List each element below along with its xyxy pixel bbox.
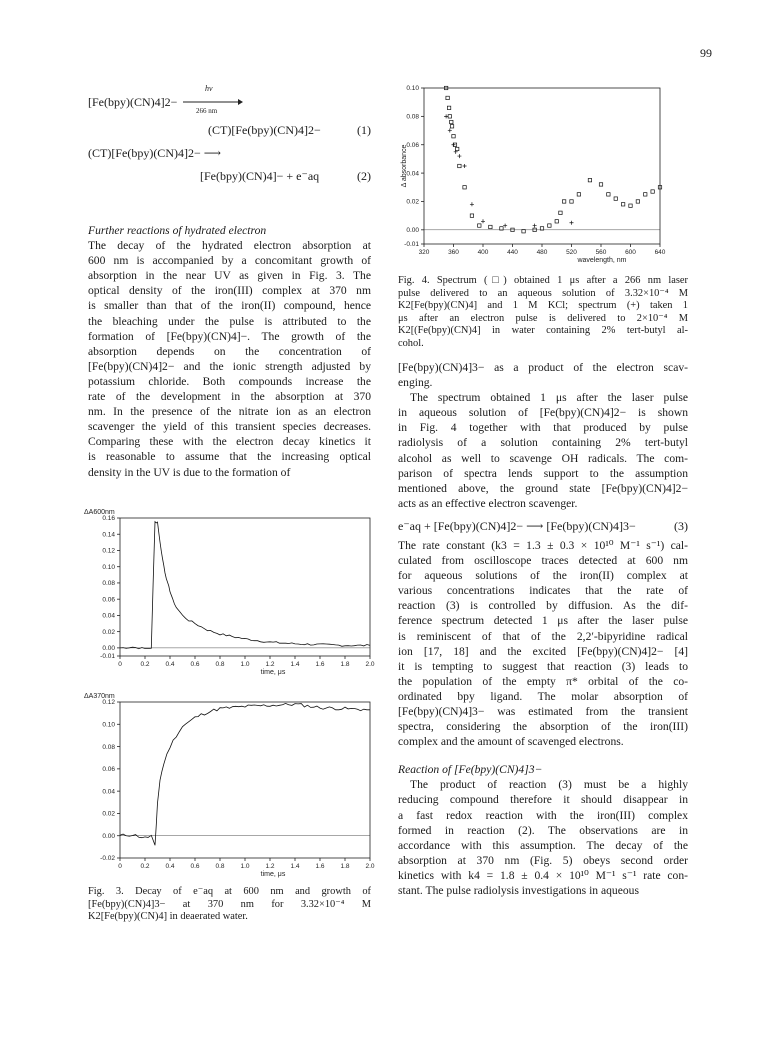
paragraph-electron-scavenging — [398, 360, 688, 390]
data-point-plus — [463, 164, 467, 168]
x-tick-label: 440 — [507, 249, 518, 256]
x-tick-label: 1.8 — [340, 863, 350, 870]
data-point-square — [458, 164, 461, 167]
x-tick-label: 1.2 — [265, 661, 275, 668]
data-point-square — [555, 220, 558, 223]
data-point-square — [450, 120, 453, 123]
x-tick-label: 520 — [566, 249, 577, 256]
data-point-square — [562, 200, 565, 203]
text-line: parison of spectra lends support to the assumption — [398, 466, 688, 480]
y-tick-label: 0.02 — [102, 810, 115, 818]
y-axis-label: ΔA370nm — [84, 693, 115, 700]
x-tick-label: 360 — [448, 249, 459, 256]
data-point-plus — [481, 219, 485, 223]
paragraph-further-reactions — [88, 238, 371, 480]
text-line: in Fig. 4 together with that produced by pulse — [398, 421, 688, 435]
paragraph-spectrum — [398, 390, 688, 511]
text-line: is smaller than that of the iron(II) compound, hence — [88, 299, 371, 313]
text-line: in aqueous solution of [Fe(bpy)(CN)4]2− is shown — [398, 406, 688, 420]
reaction2-reactant: (CT)[Fe(bpy)(CN)4]2− ⟶ — [88, 146, 221, 160]
data-point-square — [452, 135, 455, 138]
y-tick-label: 0.06 — [102, 596, 115, 604]
y-axis-label: ΔA600nm — [84, 509, 115, 516]
x-axis-label: time, μs — [260, 669, 286, 676]
caption-line: K2[Fe(bpy)(CN)4] and 1 M KCl; spectrum (+) taken 1 — [398, 300, 688, 312]
data-point-square — [450, 125, 453, 128]
data-point-square — [540, 227, 543, 230]
text-line: complex and the amount of scavenged electrons. — [398, 735, 624, 749]
caption-line: Fig. 3. Decay of e⁻aq at 600 nm and growth of — [88, 886, 371, 897]
data-point-plus — [444, 114, 448, 118]
reaction3 — [398, 518, 688, 534]
x-tick-label: 0.2 — [140, 661, 150, 668]
x-tick-label: 480 — [536, 249, 548, 256]
x-tick-label: 1.0 — [240, 661, 250, 668]
section-heading-hydrated-electron: Further reactions of hydrated electron — [88, 224, 267, 237]
reaction2-product: [Fe(bpy)(CN)4]− + e⁻aq — [200, 169, 320, 183]
data-point-square — [607, 193, 610, 196]
x-tick-label: 1.4 — [290, 661, 300, 668]
text-line: various concentrations indicates that the rate of — [398, 584, 688, 598]
data-point-plus — [570, 221, 574, 225]
data-point-plus — [503, 224, 507, 228]
text-line: the bleaching under the pulse is attributed to the — [88, 314, 371, 328]
x-tick-label: 1.2 — [265, 863, 275, 870]
data-point-plus — [470, 202, 474, 206]
y-tick-label: 0.02 — [406, 198, 419, 206]
text-line: culated from oscilloscope traces detected at 600 nm — [398, 554, 688, 568]
data-point-square — [636, 200, 639, 203]
text-line: a fast redox reaction with the iron(III) complex — [398, 808, 688, 822]
text-line: formation of [Fe(bpy)(CN)4]−. The growth of the — [88, 329, 371, 343]
fig3-charts — [84, 506, 378, 884]
y-tick-label: 0.10 — [406, 85, 419, 93]
y-tick-label: 0.08 — [102, 580, 115, 588]
text-line: ordinated bpy ligand. The molar absorption of — [398, 689, 688, 703]
text-line: density in the UV is due to the formation of — [88, 465, 291, 479]
x-tick-label: 0.4 — [165, 661, 175, 668]
x-tick-label: 0.6 — [190, 661, 200, 668]
text-line: it is tempting to suggest that reaction (3) leads to — [398, 659, 688, 673]
y-tick-label: 0.04 — [102, 788, 115, 796]
page-number: 99 — [700, 46, 712, 60]
y-tick-label: 0.02 — [102, 628, 115, 636]
x-tick-label: 0 — [118, 863, 122, 870]
data-point-square — [500, 227, 503, 230]
y-tick-label: 0.12 — [102, 699, 115, 707]
y-tick-label: 0.16 — [102, 515, 115, 523]
reaction1-product: (CT)[Fe(bpy)(CN)4]2− — [208, 123, 321, 137]
fig3-top-plot — [84, 509, 375, 676]
reaction1-arrow-label: hν — [205, 84, 213, 93]
x-tick-label: 0.4 — [165, 863, 175, 870]
data-point-square — [470, 214, 473, 217]
x-tick-label: 600 — [625, 249, 636, 256]
data-point-square — [651, 190, 654, 193]
data-point-plus — [457, 154, 461, 158]
x-tick-label: 2.0 — [365, 661, 375, 668]
text-line: Comparing these with the electron decay kinetics it — [88, 435, 371, 449]
text-line: 600 nm is accompanied by a concomitant growth of — [88, 254, 371, 268]
data-point-square — [446, 96, 449, 99]
x-tick-label: 0.8 — [215, 661, 225, 668]
data-point-square — [463, 186, 466, 189]
text-line: The product of reaction (3) must be a highly — [410, 778, 688, 792]
data-point-square — [588, 178, 591, 181]
y-tick-label: 0.00 — [102, 645, 115, 653]
text-line: enging. — [398, 376, 433, 390]
reaction3-text: e⁻aq + [Fe(bpy)(CN)4]2− ⟶ [Fe(bpy)(CN)4]3− — [398, 518, 636, 533]
x-tick-label: 1.6 — [315, 661, 325, 668]
fig3-caption — [88, 886, 371, 924]
caption-line: μs after an electron pulse is delivered to 2×10⁻⁴ M — [398, 312, 688, 324]
caption-line: K2[(Fe(bpy)(CN)4] in water containing 2% tert-butyl al- — [398, 325, 688, 337]
x-tick-label: 560 — [595, 249, 607, 256]
text-line: rate of the development in the absorption at 370 — [88, 390, 371, 404]
y-tick-label: 0.14 — [102, 531, 115, 539]
caption-line: Fig. 4. Spectrum (□) obtained 1 μs after a 266 nm laser — [398, 275, 688, 286]
reactions-1-2 — [88, 84, 371, 196]
y-tick-label: 0.12 — [102, 547, 115, 555]
x-tick-label: 0.2 — [140, 863, 150, 870]
text-line: is reasonable to assume that the increasing optical — [88, 450, 371, 464]
y-tick-label: 0.00 — [102, 832, 115, 840]
text-line: The decay of the hydrated electron absorption at — [88, 239, 371, 253]
text-line: alcohol as well to scavenge OH radicals. The com- — [398, 451, 688, 465]
text-line: absorption in the near UV as given in Fig. 3. The — [88, 269, 371, 283]
y-tick-label: 0.10 — [102, 563, 115, 571]
section-heading-reaction: Reaction of [Fe(bpy)(CN)4]3− — [398, 763, 543, 777]
text-line: The spectrum obtained 1 μs after the laser pulse — [410, 391, 688, 405]
text-line: radiolysis of a solution containing 2% tert-butyl — [398, 436, 688, 450]
plot-frame — [120, 702, 370, 858]
x-axis-label: wavelength, nm — [577, 257, 627, 264]
data-point-square — [478, 224, 481, 227]
y-tick-label: 0.00 — [406, 227, 419, 235]
data-point-square — [570, 200, 573, 203]
data-point-square — [548, 224, 551, 227]
reaction1-arrow-wavelength: 266 nm — [196, 107, 218, 115]
data-point-plus — [533, 224, 537, 228]
data-point-square — [614, 197, 617, 200]
data-point-square — [489, 225, 492, 228]
data-point-square — [559, 211, 562, 214]
data-point-square — [644, 193, 647, 196]
text-line: formed in reaction (2). The observations are in — [398, 823, 688, 837]
plot-frame — [120, 518, 370, 656]
data-point-square — [448, 115, 451, 118]
text-line: stant. The pulse radiolysis investigations in aqueous — [398, 884, 639, 897]
text-line: optical density of the iron(III) complex at 370 nm — [88, 284, 371, 298]
text-line: is reminiscent of that of the 2,2′-bipyridine radical — [398, 629, 688, 643]
text-line: absorption at 370 nm (Fig. 5) obeys second order — [398, 853, 688, 867]
y-tick-label: -0.01 — [100, 653, 115, 661]
text-line: ference spectrum detected 1 μs after the laser pulse — [398, 614, 688, 628]
text-line: [Fe(bpy)(CN)4]3− was estimated from the transient — [398, 704, 688, 718]
paragraph-rate-constant — [398, 538, 688, 749]
reaction3-number: (3) — [674, 518, 688, 533]
data-point-plus — [448, 129, 452, 133]
series-line — [120, 522, 370, 649]
text-line: acts as an effective electron scavenger. — [398, 496, 578, 510]
y-tick-label: 0.08 — [406, 113, 419, 121]
data-point-square — [522, 230, 525, 233]
data-point-square — [629, 204, 632, 207]
text-line: [Fe(bpy)(CN)4]3− as a product of the electron scav- — [398, 361, 688, 374]
fig4-chart — [398, 80, 688, 276]
x-tick-label: 2.0 — [365, 863, 375, 870]
fig4-plot — [401, 85, 666, 264]
x-tick-label: 640 — [654, 249, 666, 256]
x-axis-label: time, μs — [260, 871, 286, 878]
text-line: accordance with this assumption. The decay of the — [398, 838, 688, 852]
caption-line: pulse delivered to an aqueous solution of 3.32×10⁻⁴ M — [398, 287, 688, 299]
text-line: potassium chloride. Both compounds increase the — [88, 374, 371, 388]
data-point-square — [447, 106, 450, 109]
data-point-square — [621, 203, 624, 206]
data-point-square — [599, 183, 602, 186]
x-tick-label: 1.4 — [290, 863, 300, 870]
caption-line: K2[Fe(bpy)(CN)4] in deaerated water. — [88, 911, 248, 923]
y-tick-label: 0.06 — [406, 141, 419, 149]
text-line: kinetics with k4 = 1.8 ± 0.4 × 10¹⁰ M⁻¹ s⁻¹ rate con- — [398, 868, 688, 882]
text-line: scavenger the yield of this transient species decreases. — [88, 420, 371, 434]
x-tick-label: 0.8 — [215, 863, 225, 870]
text-line: [Fe(bpy)(CN)4]2− and the ionic strength adjusted by — [88, 359, 371, 373]
x-tick-label: 400 — [477, 249, 489, 256]
reaction1-number: (1) — [357, 123, 371, 137]
data-point-square — [577, 193, 580, 196]
caption-line: [Fe(bpy)(CN)4]3− at 370 nm for 3.32×10⁻⁴ M — [88, 898, 371, 910]
right-text-block — [398, 360, 688, 898]
x-tick-label: 0 — [118, 661, 122, 668]
caption-line: cohol. — [398, 337, 424, 349]
x-tick-label: 0.6 — [190, 863, 200, 870]
x-tick-label: 1.0 — [240, 863, 250, 870]
fig3-bottom-plot — [84, 693, 375, 878]
text-line: the population of the empty π* orbital of the co- — [398, 674, 688, 688]
text-line: The rate constant (k3 = 1.3 ± 0.3 × 10¹⁰ M⁻¹ s⁻¹) cal- — [398, 538, 688, 552]
reaction1-reactant: [Fe(bpy)(CN)4]2− — [88, 95, 178, 109]
y-tick-label: 0.08 — [102, 743, 115, 751]
text-line: for aqueous solutions of the iron(II) complex at — [398, 569, 688, 583]
y-tick-label: -0.01 — [404, 241, 419, 249]
fig4-caption — [398, 275, 688, 351]
series-line — [120, 703, 370, 845]
text-line: absorption depends on the concentration of — [88, 344, 371, 358]
x-tick-label: 1.6 — [315, 863, 325, 870]
y-tick-label: -0.02 — [100, 855, 115, 863]
reaction2-number: (2) — [357, 169, 371, 183]
text-line: reaction (3) is controlled by diffusion. As the dif- — [398, 599, 688, 613]
text-line: nm. In the presence of the nitrate ion as an electron — [88, 405, 371, 419]
y-axis-label: Δ absorbance — [401, 144, 408, 188]
plot-frame — [424, 88, 660, 244]
text-line: spectra, considering the absorption of the iron(III) — [398, 720, 688, 734]
x-tick-label: 1.8 — [340, 661, 350, 668]
y-tick-label: 0.10 — [102, 721, 115, 729]
text-line: mentioned above, the ground state [Fe(bpy)(CN)4]2− — [398, 481, 688, 495]
text-line: ion [17, 18] and the excited [Fe(bpy)(CN)4]2− [4] — [398, 644, 688, 658]
y-tick-label: 0.06 — [102, 766, 115, 774]
y-tick-label: 0.04 — [102, 612, 115, 620]
y-tick-label: 0.04 — [406, 170, 419, 178]
left-text-block — [88, 223, 371, 480]
text-line: reducing compound therefore it should disappear in — [398, 793, 688, 807]
paragraph-reaction-product — [398, 777, 688, 898]
x-tick-label: 320 — [418, 249, 430, 256]
